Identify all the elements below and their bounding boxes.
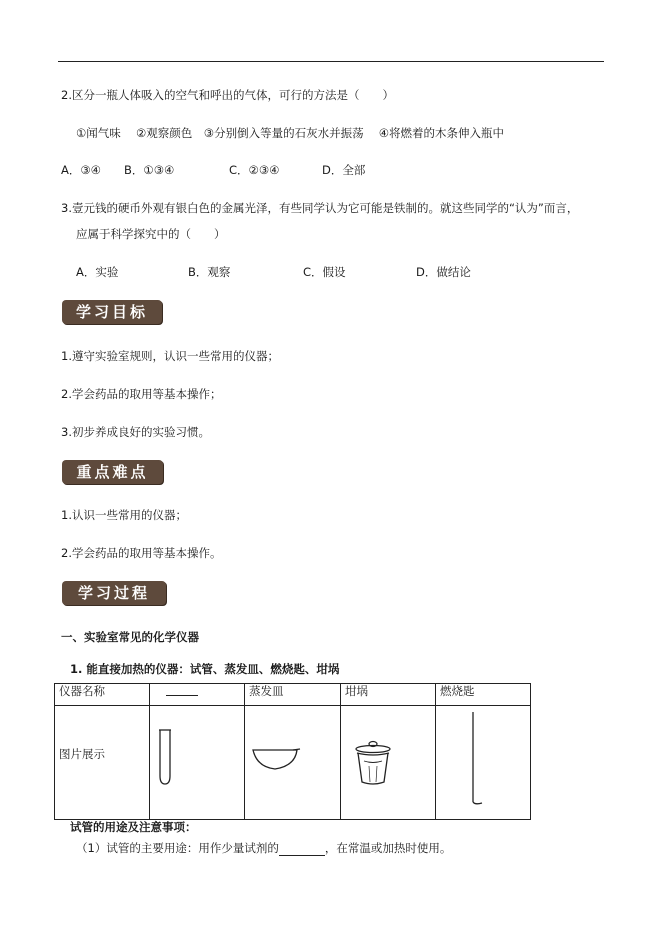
table-image-row bbox=[55, 706, 531, 820]
q3-stem-line1: 3.壹元钱的硬币外观有银白色的金属光泽，有些同学认为它可能是铁制的。就这些同学的“认为”而言， bbox=[61, 201, 579, 215]
goal-item-3: 3.初步养成良好的实验习惯。 bbox=[61, 425, 210, 439]
answer-blank[interactable] bbox=[279, 843, 325, 856]
usage-item-1: （1）试管的主要用途：用作少量试剂的 ，在常温或加热时使用。 bbox=[76, 841, 452, 855]
key-point-item-2: 2.学会药品的取用等基本操作。 bbox=[61, 546, 222, 560]
crucible-cell bbox=[341, 706, 436, 820]
header-cell-name: 仪器名称 bbox=[55, 684, 150, 706]
test-tube-icon bbox=[150, 706, 244, 816]
header-cell-blank bbox=[150, 684, 245, 706]
goal-item-2: 2.学会药品的取用等基本操作； bbox=[61, 387, 222, 401]
top-rule bbox=[58, 61, 604, 62]
q2-option-d: D．全部 bbox=[322, 163, 366, 177]
row-label-cell bbox=[55, 706, 150, 820]
usage-title: 试管的用途及注意事项： bbox=[70, 820, 197, 834]
crucible-icon bbox=[341, 706, 435, 816]
section-title: 一、实验室常见的化学仪器 bbox=[61, 630, 199, 644]
q2-option-b: B．①③④ bbox=[124, 163, 175, 177]
header-cell-combustion-spoon: 燃烧匙 bbox=[436, 684, 531, 706]
key-point-item-1: 1.认识一些常用的仪器； bbox=[61, 508, 187, 522]
key-points-badge: 重点难点 bbox=[62, 460, 163, 484]
q2-option-c: C．②③④ bbox=[229, 163, 280, 177]
q2-stem: 2.区分一瓶人体吸入的空气和呼出的气体，可行的方法是（ ） bbox=[61, 88, 394, 102]
evaporating-dish-icon bbox=[245, 706, 340, 816]
combustion-spoon-icon bbox=[436, 706, 530, 816]
q3-option-c: C．假设 bbox=[303, 265, 346, 279]
header-cell-evaporating-dish: 蒸发皿 bbox=[245, 684, 341, 706]
q2-methods: ①闻气味 ②观察颜色 ③分别倒入等量的石灰水并振荡 ④将燃着的木条伸入瓶中 bbox=[76, 126, 505, 140]
q3-option-d: D．做结论 bbox=[416, 265, 471, 279]
header-cell-crucible: 坩埚 bbox=[341, 684, 436, 706]
instrument-table bbox=[54, 683, 531, 820]
table-header-row bbox=[55, 684, 531, 706]
process-badge: 学习过程 bbox=[62, 581, 166, 605]
combustion-spoon-cell bbox=[436, 706, 531, 820]
row-label: 图片展示 bbox=[59, 747, 105, 761]
q3-stem-line2: 应属于科学探究中的（ ） bbox=[76, 227, 226, 241]
blank-line bbox=[166, 684, 198, 696]
goals-badge: 学习目标 bbox=[62, 300, 162, 324]
sub-title: 1. 能直接加热的仪器：试管、蒸发皿、燃烧匙、坩埚 bbox=[70, 662, 340, 676]
q3-option-a: A．实验 bbox=[76, 265, 119, 279]
goal-item-1: 1.遵守实验室规则，认识一些常用的仪器； bbox=[61, 349, 279, 363]
q2-option-a: A．③④ bbox=[61, 163, 101, 177]
test-tube-cell bbox=[150, 706, 245, 820]
q3-option-b: B．观察 bbox=[188, 265, 231, 279]
evaporating-dish-cell bbox=[245, 706, 341, 820]
